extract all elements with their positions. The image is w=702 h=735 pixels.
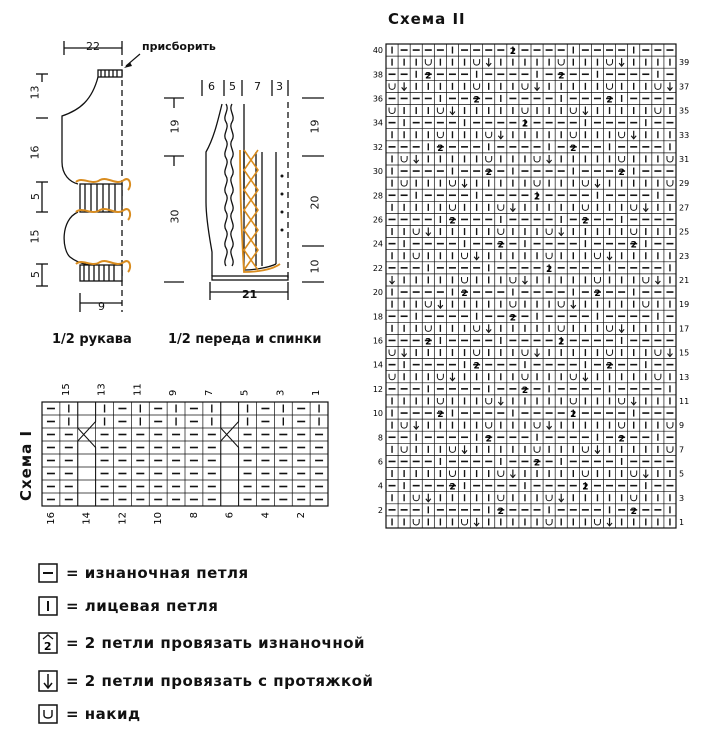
scheme2-row-label-right: 13: [679, 372, 690, 382]
svg-text:2: 2: [521, 119, 529, 130]
body-bottom-width: 21: [242, 288, 258, 301]
svg-text:2: 2: [533, 458, 541, 469]
svg-text:2: 2: [618, 168, 625, 179]
legend-text-sskdec: = 2 петли провязать с протяжкой: [66, 672, 374, 690]
scheme1-title: Схема I: [17, 429, 35, 501]
scheme2-row-label-right: 27: [679, 203, 690, 213]
scheme2-row-label-left: 30: [372, 167, 383, 177]
scheme1-col-label-top: 11: [132, 383, 144, 396]
sleeve-annotation: присборить: [142, 40, 216, 53]
legend-text-purl2tog: = 2 петли провязать изнаночной: [66, 634, 366, 652]
scheme1-col-label-bottom: 6: [224, 512, 236, 519]
sleeve-height-3: 5: [29, 193, 42, 200]
svg-text:2: 2: [509, 47, 517, 58]
scheme1-col-label-bottom: 8: [188, 512, 200, 519]
body-top-seg-3: 7: [254, 80, 261, 93]
scheme2-row-label-right: 15: [679, 348, 690, 358]
scheme2-row-label-right: 19: [679, 300, 690, 310]
svg-text:2: 2: [545, 264, 553, 275]
sleeve-height-1: 13: [28, 85, 42, 100]
scheme2-row-label-right: 35: [679, 106, 690, 116]
scheme2-row-label-right: 7: [679, 445, 685, 455]
purl-symbol-icon: [38, 563, 58, 583]
scheme2-row-label-right: 21: [679, 275, 690, 285]
scheme1-col-label-bottom: 10: [153, 512, 165, 525]
body-top-seg-4: 3: [276, 80, 283, 93]
scheme2-row-label-right: 33: [679, 130, 690, 140]
scheme1-col-label-bottom: 14: [81, 512, 93, 525]
legend-item-yarnover: [38, 704, 141, 724]
scheme1-col-label-top: 15: [60, 383, 72, 396]
scheme2-row-label-left: 38: [372, 70, 383, 80]
scheme2-row-label-left: 22: [372, 263, 383, 273]
sleeve-height-4: 15: [28, 229, 42, 244]
legend-item-purl2tog: [38, 632, 365, 654]
svg-text:2: 2: [497, 240, 504, 251]
svg-text:2: 2: [570, 410, 577, 421]
svg-text:2: 2: [533, 192, 541, 203]
svg-text:2: 2: [594, 289, 601, 300]
scheme2-row-label-right: 9: [679, 421, 685, 431]
scheme2-row-label-right: 29: [679, 179, 690, 189]
scheme2-row-label-left: 10: [372, 409, 383, 419]
sleeve-caption: 1/2 рукава: [52, 332, 132, 347]
scheme2-row-label-right: 25: [679, 227, 690, 237]
sleeve-height-2: 16: [28, 145, 42, 160]
svg-text:2: 2: [630, 240, 637, 251]
scheme2-row-label-right: 39: [679, 58, 690, 68]
svg-text:2: 2: [485, 168, 492, 179]
svg-text:2: 2: [582, 216, 589, 227]
body-top-seg-2: 5: [229, 80, 236, 93]
svg-text:2: 2: [437, 410, 444, 421]
scheme1-col-label-bottom: 4: [260, 512, 272, 519]
scheme2-row-label-right: 17: [679, 324, 690, 334]
body-left-height-2: 30: [168, 209, 182, 224]
yarn-over-icon: [38, 704, 58, 724]
sleeve-bottom-width: 9: [98, 300, 105, 313]
scheme1-col-label-bottom: 2: [296, 512, 308, 519]
legend-item-knit: [38, 596, 218, 616]
svg-text:2: 2: [449, 482, 456, 493]
legend-text-yarnover: = накид: [66, 705, 141, 723]
legend-item-purl: [38, 563, 249, 583]
body-caption: 1/2 переда и спинки: [168, 332, 322, 347]
svg-text:2: 2: [570, 143, 577, 154]
svg-text:2: 2: [558, 337, 565, 348]
svg-text:2: 2: [558, 71, 565, 82]
svg-text:2: 2: [425, 71, 432, 82]
scheme1-col-label-top: 5: [239, 389, 251, 396]
scheme2-row-label-right: 3: [679, 493, 685, 503]
scheme1-col-label-bottom: 12: [117, 512, 129, 525]
scheme2-row-label-left: 24: [372, 239, 383, 249]
svg-text:2: 2: [582, 482, 589, 493]
body-right-height-2: 20: [308, 195, 322, 210]
svg-text:2: 2: [521, 385, 529, 396]
svg-text:2: 2: [606, 361, 613, 372]
sleeve-height-5: 5: [29, 271, 42, 278]
scheme2-row-label-right: 23: [679, 251, 690, 261]
svg-text:2: 2: [461, 289, 468, 300]
purl-two-together-icon: [38, 632, 58, 654]
scheme2-row-label-left: 28: [372, 191, 383, 201]
body-right-height-3: 10: [308, 259, 322, 274]
svg-text:2: 2: [437, 143, 444, 154]
body-right-height-1: 19: [308, 119, 322, 134]
body-left-height-1: 19: [168, 119, 182, 134]
legend-text-knit: = лицевая петля: [66, 597, 219, 615]
scheme1-col-label-top: 13: [96, 383, 108, 396]
scheme2-row-label-left: 26: [372, 215, 383, 225]
scheme2-row-label-left: 18: [372, 312, 383, 322]
scheme1-col-label-top: 9: [168, 389, 180, 396]
svg-text:2: 2: [43, 640, 53, 653]
scheme1-col-label-top: 1: [311, 389, 323, 396]
svg-text:2: 2: [630, 506, 637, 517]
svg-text:2: 2: [497, 506, 504, 517]
scheme2-row-label-left: 14: [372, 360, 383, 370]
scheme2-row-label-right: 31: [679, 154, 690, 164]
svg-text:2: 2: [425, 337, 432, 348]
scheme1-col-label-top: 7: [203, 389, 215, 396]
svg-text:2: 2: [606, 95, 613, 106]
slip-stitch-decrease-icon: [38, 670, 58, 692]
svg-text:2: 2: [485, 434, 492, 445]
scheme2-row-label-right: 11: [679, 396, 690, 406]
scheme2-row-label-left: 8: [377, 433, 383, 443]
body-top-seg-1: 6: [208, 80, 215, 93]
svg-text:2: 2: [473, 361, 480, 372]
legend-text-purl: = изнаночная петля: [66, 564, 249, 582]
scheme2-row-label-left: 40: [372, 46, 383, 56]
scheme2-row-label-left: 12: [372, 384, 383, 394]
scheme2-row-label-left: 16: [372, 336, 383, 346]
scheme2-row-label-left: 20: [372, 288, 383, 298]
scheme2-row-label-left: 36: [372, 94, 383, 104]
scheme2-row-label-right: 37: [679, 82, 690, 92]
scheme1-col-label-bottom: 16: [45, 512, 57, 525]
scheme2-title: Схема II: [388, 10, 466, 28]
scheme2-row-label-left: 4: [377, 481, 383, 491]
legend-item-sskdec: [38, 670, 373, 692]
scheme2-row-label-right: 5: [679, 469, 685, 479]
svg-text:2: 2: [449, 216, 456, 227]
svg-text:2: 2: [509, 313, 517, 324]
svg-text:2: 2: [473, 95, 480, 106]
scheme2-row-label-left: 34: [372, 118, 383, 128]
scheme1-col-label-top: 3: [275, 389, 287, 396]
scheme2-row-label-left: 6: [377, 457, 383, 467]
sleeve-top-width: 22: [86, 40, 100, 53]
svg-text:2: 2: [618, 434, 625, 445]
scheme2-row-label-left: 32: [372, 142, 383, 152]
knit-symbol-icon: [38, 596, 58, 616]
scheme2-row-label-right: 1: [679, 517, 685, 527]
scheme2-row-label-left: 2: [377, 505, 383, 515]
